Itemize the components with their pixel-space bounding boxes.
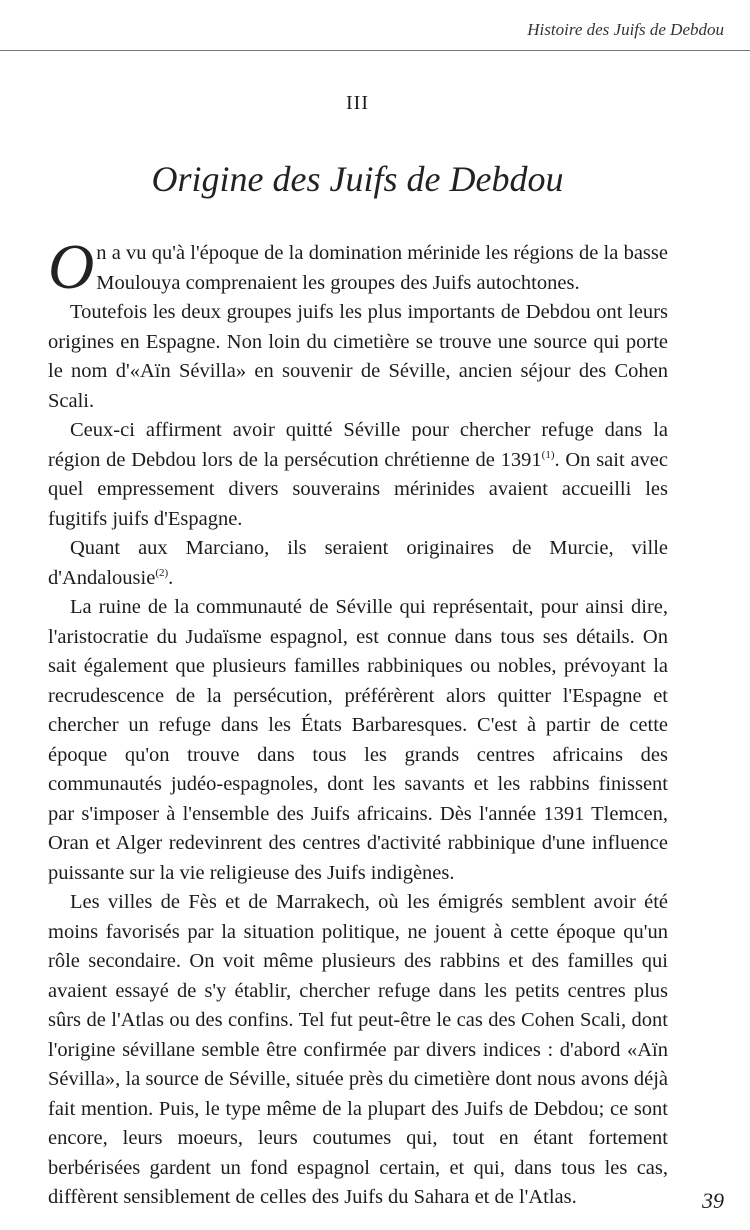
paragraph-text: . On sait avec quel empressement divers souverains mérinides avaient accueilli les fugitifs juifs d'Espagne. <box>48 448 668 530</box>
paragraph-3 <box>48 416 668 534</box>
running-header-title: Histoire des Juifs de Debdou <box>527 20 724 39</box>
paragraph-text: n a vu qu'à l'époque de la domination mérinide les régions de la basse Moulouya comprenaient les groupes des Juifs autochtones. <box>96 242 668 294</box>
page-number: 39 <box>702 1188 724 1213</box>
paragraph-text: . <box>168 566 174 589</box>
footnote-ref-1: (1) <box>541 448 555 461</box>
paragraph-4 <box>48 534 668 593</box>
paragraph-5: La ruine de la communauté de Séville qui représentait, pour ainsi dire, l'aristocratie du Judaïsme espagnol, est connue dans tous ses détails. On sait également que plusieurs familles rabbiniques ou nobles, prévoyant la recrudescence de la persécution, préférèrent alors quitter l'Espagne et chercher un refuge dans les États Barbaresques. C'est à partir de cette époque qu'on trouve dans tous les grands centres africains des communautés judéo-espagnoles, dont les savants et les rabbins finissent par s'imposer à l'ensemble des Juifs africains. Dès l'année 1391 Tlemcen, Oran et Alger redevinrent des centres d'activité rabbinique d'une influence puissante sur la vie religieuse des Juifs indigènes. <box>48 596 668 884</box>
paragraph-text: Ceux-ci affirment avoir quitté Séville pour chercher refuge dans la région de Debdou lors de la persécution chrétienne de 1391 <box>48 419 668 471</box>
chapter-number: III <box>346 92 369 114</box>
header-rule <box>0 50 750 51</box>
chapter-title: Origine des Juifs de Debdou <box>151 159 564 199</box>
paragraph-6: Les villes de Fès et de Marrakech, où les émigrés semblent avoir été moins favorisés par la situation politique, ne jouent à cette époque qu'un rôle secondaire. On voit même plusieurs des rabbins et des familles qui avaient essayé de s'y établir, chercher refuge dans les petits centres plus sûrs de l'Atlas ou des confins. Tel fut peut-être le cas des Cohen Scali, dont l'origine sévillane semble être confirmée par divers indices : d'abord «Aïn Sévilla», la source de Séville, située près du cimetière dont nous avons déjà fait mention. Puis, le type même de la plupart des Juifs de Debdou; ce sont encore, leurs moeurs, leurs coutumes qui, tout en étant fortement berbérisées gardent un fond espagnol certain, et qui, dans tous les cas, diffèrent sensiblement de celles des Juifs du Sahara et de l'Atlas. <box>48 891 668 1208</box>
footnote-ref-2: (2) <box>155 566 169 579</box>
drop-cap: O <box>48 231 95 302</box>
paragraph-text: Quant aux Marciano, ils seraient originaires de Murcie, ville d'Andalousie <box>48 537 668 589</box>
body-text <box>48 231 668 1213</box>
paragraph-2: Toutefois les deux groupes juifs les plus importants de Debdou ont leurs origines en Espagne. Non loin du cimetière se trouve une source qui porte le nom d'«Aïn Sévilla» en souvenir de Séville, ancien séjour des Cohen Scali. <box>48 301 668 412</box>
paragraph-1 <box>48 231 668 302</box>
